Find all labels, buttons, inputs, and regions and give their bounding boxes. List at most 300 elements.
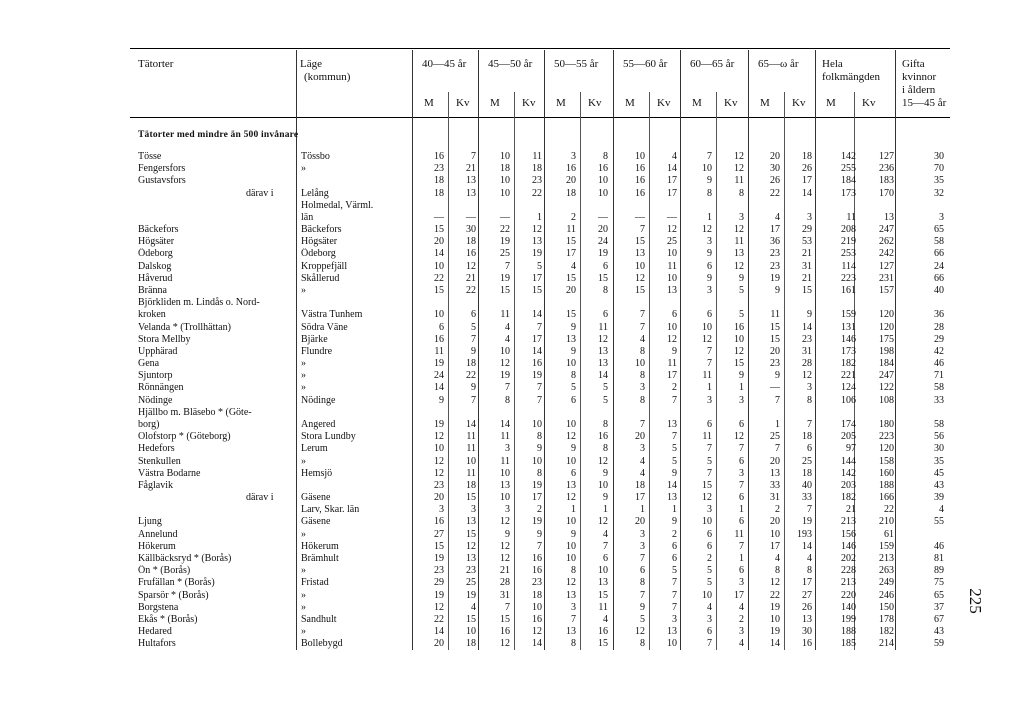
value-cell: 12 [635, 272, 645, 284]
value-cell: 19 [532, 370, 542, 382]
tatort-name: Hökerum [138, 540, 176, 552]
value-cell: 6 [672, 309, 677, 321]
subheader-m: M [625, 97, 635, 109]
value-cell: 11 [434, 345, 444, 357]
lage-kommun: Angered [301, 419, 336, 430]
value-cell: 7 [707, 151, 712, 162]
value-cell: 2 [571, 211, 576, 223]
table-row [0, 456, 1023, 467]
value-cell: 70 [934, 163, 944, 175]
value-cell: 18 [466, 638, 476, 650]
tatort-name: Gustavsfors [138, 175, 186, 187]
value-cell: 3 [640, 540, 645, 552]
value-cell: 3 [707, 613, 712, 625]
value-cell: 8 [707, 187, 712, 199]
value-cell: 16 [532, 565, 542, 577]
table-row [0, 590, 1023, 601]
value-cell: 59 [934, 638, 944, 650]
value-cell: 22 [884, 504, 894, 516]
header-folkmangden: folkmängden [822, 71, 881, 83]
value-cell: 9 [537, 528, 542, 540]
age-group-header: 40—45 år [422, 58, 467, 70]
value-cell: 5 [571, 382, 576, 394]
value-cell: 19 [466, 589, 476, 601]
lage-kommun: Gäsene [301, 516, 331, 528]
value-cell: 20 [434, 638, 444, 650]
table-row [0, 334, 1023, 345]
lage-kommun: » [301, 455, 306, 467]
value-cell: 46 [934, 540, 944, 552]
value-cell: 15 [598, 272, 608, 284]
value-cell: 10 [770, 613, 780, 625]
value-cell: 4 [640, 455, 645, 467]
value-cell: 13 [466, 175, 476, 187]
value-cell: 21 [846, 504, 856, 516]
value-cell: 8 [571, 370, 576, 382]
value-cell: 203 [841, 479, 856, 491]
value-cell: 9 [505, 528, 510, 540]
tatort-name: Rönnängen [138, 382, 184, 394]
value-cell: 8 [571, 638, 576, 650]
value-cell: 23 [466, 565, 476, 577]
value-cell: 7 [739, 443, 744, 455]
value-cell: 16 [802, 638, 812, 650]
value-cell: 14 [770, 638, 780, 650]
value-cell: 7 [571, 613, 576, 625]
value-cell: 9 [775, 285, 780, 296]
value-cell: 7 [640, 552, 645, 564]
value-cell: 10 [434, 443, 444, 455]
subheader-m: M [424, 97, 434, 109]
tatort-name: Upphärad [138, 345, 178, 357]
lage-kommun: Brämhult [301, 552, 339, 564]
value-cell: 13 [532, 236, 542, 248]
value-cell: 8 [640, 370, 645, 382]
value-cell: 16 [434, 151, 444, 162]
value-cell: 9 [707, 248, 712, 260]
value-cell: 28 [802, 358, 812, 370]
tatort-name: Ödeborg [138, 248, 173, 260]
value-cell: 12 [566, 431, 576, 443]
value-cell: 18 [532, 589, 542, 601]
value-cell: 40 [802, 479, 812, 491]
table-row [0, 480, 1023, 491]
tatort-name: Velanda * (Trollhättan) [138, 321, 231, 333]
value-cell: 1 [672, 504, 677, 516]
value-cell: 1 [640, 504, 645, 516]
value-cell: 24 [434, 370, 444, 382]
value-cell: 199 [841, 613, 856, 625]
value-cell: 15 [500, 613, 510, 625]
value-cell: 10 [702, 321, 712, 333]
value-cell: 13 [884, 211, 894, 223]
value-cell: 12 [702, 492, 712, 503]
value-cell: 12 [466, 540, 476, 552]
value-cell: 53 [802, 236, 812, 248]
value-cell: 7 [471, 151, 476, 162]
value-cell: 3 [739, 577, 744, 589]
tatort-name: kroken [138, 309, 166, 321]
value-cell: 10 [734, 333, 744, 345]
value-cell: 8 [603, 151, 608, 162]
value-cell: 7 [672, 577, 677, 589]
value-cell: 7 [672, 431, 677, 443]
page-number: 225 [965, 588, 985, 614]
tatort-name: Nödinge [138, 394, 173, 406]
value-cell: 31 [802, 260, 812, 272]
value-cell: 4 [640, 467, 645, 479]
value-cell: 7 [640, 589, 645, 601]
value-cell: 9 [672, 516, 677, 528]
value-cell: 10 [500, 467, 510, 479]
value-cell: 14 [667, 479, 677, 491]
value-cell: 7 [640, 309, 645, 321]
value-cell: 7 [707, 467, 712, 479]
value-cell: 2 [672, 528, 677, 540]
value-cell: 23 [532, 175, 542, 187]
value-cell: 13 [566, 333, 576, 345]
value-cell: 22 [466, 285, 476, 296]
value-cell: 13 [770, 467, 780, 479]
value-cell: 7 [640, 224, 645, 236]
value-cell: 11 [667, 260, 677, 272]
value-cell: 9 [537, 443, 542, 455]
value-cell: 263 [879, 565, 894, 577]
tatort-name: Sjuntorp [138, 370, 173, 382]
value-cell: 16 [532, 358, 542, 370]
value-cell: 15 [466, 528, 476, 540]
value-cell: 1 [739, 504, 744, 516]
value-cell: 173 [841, 187, 856, 199]
header-gifta: Gifta [902, 58, 925, 70]
tatort-name: Gena [138, 358, 160, 370]
value-cell: 16 [532, 613, 542, 625]
value-cell: 4 [775, 211, 780, 223]
value-cell: 4 [775, 552, 780, 564]
value-cell: 11 [734, 528, 744, 540]
value-cell: 66 [934, 248, 944, 260]
value-cell: 12 [598, 455, 608, 467]
value-cell: 221 [841, 370, 856, 382]
table-row [0, 407, 1023, 418]
value-cell: 71 [934, 370, 944, 382]
value-cell: 184 [879, 358, 894, 370]
value-cell: 8 [603, 443, 608, 455]
tatort-name: Fåglavik [138, 479, 173, 491]
value-cell: 214 [879, 638, 894, 650]
value-cell: 1 [707, 211, 712, 223]
value-cell: 6 [739, 455, 744, 467]
value-cell: 6 [439, 321, 444, 333]
value-cell: 12 [500, 638, 510, 650]
value-cell: 19 [434, 358, 444, 370]
value-cell: 23 [434, 565, 444, 577]
table-row [0, 297, 1023, 308]
value-cell: 4 [505, 333, 510, 345]
value-cell: 8 [807, 394, 812, 406]
value-cell: 246 [879, 589, 894, 601]
value-cell: 10 [635, 358, 645, 370]
value-cell: 20 [566, 285, 576, 296]
value-cell: 10 [532, 455, 542, 467]
table-row [0, 261, 1023, 272]
tatort-name: Håverud [138, 272, 173, 284]
value-cell: 12 [667, 333, 677, 345]
value-cell: 146 [841, 540, 856, 552]
value-cell: 22 [770, 187, 780, 199]
value-cell: 19 [434, 419, 444, 430]
value-cell: 4 [672, 151, 677, 162]
subheader-kv: Kv [862, 97, 876, 109]
value-cell: 7 [640, 321, 645, 333]
value-cell: 6 [603, 309, 608, 321]
value-cell: 11 [466, 431, 476, 443]
value-cell: 114 [841, 260, 856, 272]
value-cell: 31 [802, 345, 812, 357]
value-cell: 106 [841, 394, 856, 406]
value-cell: 8 [537, 467, 542, 479]
value-cell: — [770, 382, 780, 394]
value-cell: 12 [500, 516, 510, 528]
value-cell: 3 [739, 626, 744, 637]
value-cell: 9 [739, 370, 744, 382]
value-cell: 3 [707, 504, 712, 516]
value-cell: 20 [770, 516, 780, 528]
value-cell: 6 [603, 260, 608, 272]
value-cell: 17 [566, 248, 576, 260]
value-cell: 24 [598, 236, 608, 248]
value-cell: 198 [879, 345, 894, 357]
value-cell: 7 [537, 382, 542, 394]
value-cell: 14 [802, 540, 812, 552]
value-cell: 7 [707, 358, 712, 370]
value-cell: 11 [500, 309, 510, 321]
value-cell: 12 [434, 431, 444, 443]
value-cell: 213 [841, 516, 856, 528]
value-cell: 28 [934, 321, 944, 333]
value-cell: 15 [532, 285, 542, 296]
subheader-kv: Kv [724, 97, 738, 109]
value-cell: 16 [598, 163, 608, 175]
lage-kommun: » [301, 370, 306, 382]
value-cell: 17 [802, 577, 812, 589]
value-cell: 12 [802, 370, 812, 382]
value-cell: 183 [879, 175, 894, 187]
value-cell: 5 [739, 309, 744, 321]
value-cell: — [466, 211, 476, 223]
value-cell: 14 [802, 321, 812, 333]
lage-kommun: Högsäter [301, 236, 338, 248]
value-cell: 14 [500, 419, 510, 430]
value-cell: 9 [672, 345, 677, 357]
value-cell: 1 [537, 211, 542, 223]
value-cell: 13 [566, 626, 576, 637]
value-cell: 11 [598, 601, 608, 613]
value-cell: 15 [466, 613, 476, 625]
value-cell: 29 [934, 333, 944, 345]
value-cell: 1 [603, 504, 608, 516]
lage-kommun: Skållerud [301, 272, 340, 284]
value-cell: 9 [672, 467, 677, 479]
value-cell: 188 [841, 626, 856, 637]
value-cell: 7 [672, 394, 677, 406]
lage-kommun: Holmedal, Värml. [301, 199, 374, 211]
value-cell: 2 [739, 613, 744, 625]
value-cell: 231 [879, 272, 894, 284]
value-cell: 13 [566, 589, 576, 601]
value-cell: 10 [434, 260, 444, 272]
tatort-name: Källbäcksryd * (Borås) [138, 552, 232, 564]
value-cell: 120 [879, 321, 894, 333]
value-cell: 23 [770, 358, 780, 370]
value-cell: 36 [934, 309, 944, 321]
lage-kommun: Bjärke [301, 333, 328, 345]
value-cell: 5 [707, 455, 712, 467]
value-cell: 20 [434, 236, 444, 248]
value-cell: 65 [934, 224, 944, 236]
value-cell: 19 [434, 552, 444, 564]
lage-kommun: Lerum [301, 443, 328, 455]
value-cell: 17 [667, 175, 677, 187]
value-cell: 33 [770, 479, 780, 491]
value-cell: 22 [434, 613, 444, 625]
value-cell: 10 [566, 552, 576, 564]
lage-kommun: Västra Tunhem [301, 309, 363, 321]
tatort-name: Annelund [138, 528, 178, 540]
value-cell: 15 [598, 589, 608, 601]
value-cell: 9 [571, 443, 576, 455]
value-cell: 19 [532, 516, 542, 528]
value-cell: 40 [934, 285, 944, 296]
value-cell: 35 [934, 455, 944, 467]
value-cell: 9 [571, 528, 576, 540]
tatort-name: Västra Bodarne [138, 467, 201, 479]
table-row [0, 443, 1023, 454]
value-cell: 255 [841, 163, 856, 175]
value-cell: 15 [434, 540, 444, 552]
value-cell: 17 [734, 589, 744, 601]
value-cell: 175 [879, 333, 894, 345]
value-cell: 7 [707, 443, 712, 455]
value-cell: 11 [598, 321, 608, 333]
value-cell: 16 [434, 333, 444, 345]
tatort-name: därav i [246, 492, 274, 503]
value-cell: 6 [707, 528, 712, 540]
value-cell: 3 [471, 504, 476, 516]
value-cell: 10 [466, 455, 476, 467]
value-cell: 11 [466, 467, 476, 479]
table-row [0, 358, 1023, 369]
subheader-kv: Kv [792, 97, 806, 109]
value-cell: 180 [879, 419, 894, 430]
value-cell: 3 [505, 443, 510, 455]
value-cell: 89 [934, 565, 944, 577]
value-cell: 81 [934, 552, 944, 564]
value-cell: 17 [667, 187, 677, 199]
value-cell: 13 [598, 577, 608, 589]
value-cell: 1 [739, 552, 744, 564]
tatort-name: därav i [246, 187, 274, 199]
table-row [0, 553, 1023, 564]
value-cell: 14 [667, 163, 677, 175]
value-cell: 13 [500, 479, 510, 491]
value-cell: 18 [802, 431, 812, 443]
value-cell: 5 [672, 443, 677, 455]
value-cell: 7 [640, 419, 645, 430]
value-cell: — [434, 211, 444, 223]
age-group-header: 55—60 år [623, 58, 668, 70]
value-cell: 120 [879, 309, 894, 321]
value-cell: 30 [770, 163, 780, 175]
value-cell: 160 [879, 467, 894, 479]
value-cell: 8 [505, 394, 510, 406]
value-cell: 15 [702, 479, 712, 491]
value-cell: 6 [571, 394, 576, 406]
value-cell: 6 [707, 309, 712, 321]
value-cell: 7 [471, 394, 476, 406]
value-cell: 10 [500, 345, 510, 357]
value-cell: 16 [734, 321, 744, 333]
value-cell: 9 [471, 382, 476, 394]
lage-kommun: » [301, 358, 306, 370]
value-cell: 12 [500, 358, 510, 370]
value-cell: 150 [879, 601, 894, 613]
lage-kommun: » [301, 601, 306, 613]
lage-kommun: Bäckefors [301, 224, 342, 236]
value-cell: 22 [500, 224, 510, 236]
value-cell: 14 [434, 248, 444, 260]
value-cell: 97 [846, 443, 856, 455]
age-group-header: 45—50 år [488, 58, 533, 70]
table-row [0, 638, 1023, 649]
value-cell: 7 [505, 601, 510, 613]
value-cell: 228 [841, 565, 856, 577]
value-cell: 17 [802, 175, 812, 187]
value-cell: 15 [434, 285, 444, 296]
value-cell: 16 [635, 163, 645, 175]
value-cell: 12 [734, 431, 744, 443]
value-cell: 12 [566, 577, 576, 589]
lage-kommun: Sandhult [301, 613, 337, 625]
age-group-header: 50—55 år [554, 58, 599, 70]
value-cell: 4 [939, 504, 944, 516]
value-cell: 12 [434, 601, 444, 613]
value-cell: 3 [939, 211, 944, 223]
value-cell: 3 [707, 394, 712, 406]
table-row [0, 529, 1023, 540]
value-cell: 1 [775, 419, 780, 430]
value-cell: 14 [532, 309, 542, 321]
value-cell: 31 [500, 589, 510, 601]
value-cell: 1 [707, 382, 712, 394]
value-cell: 3 [707, 236, 712, 248]
value-cell: 6 [640, 565, 645, 577]
table-row [0, 188, 1023, 199]
value-cell: 22 [770, 589, 780, 601]
value-cell: 13 [667, 492, 677, 503]
value-cell: 20 [566, 175, 576, 187]
value-cell: 10 [566, 419, 576, 430]
value-cell: 156 [841, 528, 856, 540]
value-cell: 3 [739, 467, 744, 479]
value-cell: 18 [532, 163, 542, 175]
value-cell: 19 [802, 516, 812, 528]
value-cell: 11 [770, 309, 780, 321]
header-kommun: (kommun) [304, 71, 351, 83]
value-cell: 20 [434, 492, 444, 503]
value-cell: 13 [635, 248, 645, 260]
lage-kommun: Fristad [301, 577, 329, 589]
